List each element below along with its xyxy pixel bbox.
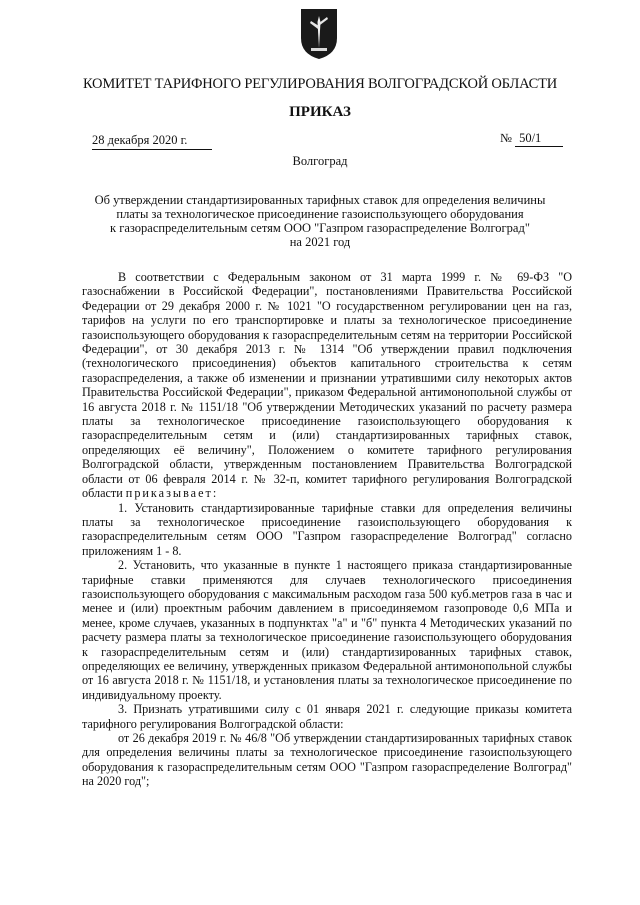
number-label: № (500, 131, 512, 145)
item-1: 1. Установить стандартизированные тарифные ставки для определения величины платы за технологическое присоединение газоиспользующего оборудования к газораспределительным сетям ООО "Газпром газораспределение Волгоград" согласно приложениям 1 - 8. (82, 500, 572, 558)
document-body (82, 270, 572, 789)
document-subject (90, 193, 550, 249)
preamble-paragraph (82, 270, 572, 501)
item-3-1: от 26 декабря 2019 г. № 46/8 "Об утверждении стандартизированных тарифных ставок для определения величины платы за технологическое присоединение газоиспользующего оборудования к газораспределительным сетям ООО "Газпром газораспределение Волгоград" на 2020 год"; (82, 731, 572, 789)
document-number (500, 131, 563, 147)
subject-line: на 2021 год (289, 235, 351, 249)
number-value: 50/1 (515, 131, 563, 147)
organization-name: КОМИТЕТ ТАРИФНОГО РЕГУЛИРОВАНИЯ ВОЛГОГРАДСКОЙ ОБЛАСТИ (82, 76, 558, 92)
city: Волгоград (292, 154, 348, 168)
preamble-text: В соответствии с Федеральным законом от 31 марта 1999 г. № 69-ФЗ "О газоснабжении в Российской Федерации", постановлениями Правительства Российской Федерации от 29 декабря 2000 г. № 1021 "О государственном регулировании цен на газ, тарифов на услуги по его транспортировке и платы за технологическое присоединение газоиспользующего оборудования к газораспределительным сетям на территории Российской Федерации", от 30 декабря 2013 г. № 1314 "Об утверждении правил подключения (технологического присоединения) объектов капитального строительства к сетям газораспределения, а также об изменении и признании утратившими силу некоторых актов Правительства Российской Федерации", приказом Федеральной антимонопольной службы от 16 августа 2018 г. № 1151/18 "Об утверждении Методических указаний по расчету размера платы за технологическое присоединение газоиспользующего оборудования к газораспределительным сетям и (или) стандартизированных тарифных ставок, определяющих её величину", Положением о комитете тарифного регулирования Волгоградской области, утвержденным постановлением Правительства Волгоградской области от 06 февраля 2014 г. № 32-п, комитет тарифного регулирования Волгоградской области (82, 270, 572, 501)
document-date: 28 декабря 2020 г. (92, 133, 212, 150)
subject-line: Об утверждении стандартизированных тарифных ставок для определения величины (94, 193, 546, 207)
item-3: 3. Признать утратившими силу с 01 января 2021 г. следующие приказы комитета тарифного регулирования Волгоградской области: (82, 702, 572, 731)
document-type-title: ПРИКАЗ (289, 104, 351, 120)
subject-line: платы за технологическое присоединение газоиспользующего оборудования (116, 207, 524, 221)
orders-word: приказывает: (125, 486, 219, 501)
coat-of-arms-emblem (300, 8, 338, 60)
subject-line: к газораспределительным сетям ООО "Газпром газораспределение Волгоград" (110, 221, 530, 235)
item-2: 2. Установить, что указанные в пункте 1 настоящего приказа стандартизированные тарифные ставки применяются для случаев технологического присоединения газоиспользующего оборудования с максимальным расходом газа 500 куб.метров газа в час и менее и (или) проектным рабочим давлением в присоединяемом газопроводе 0,6 МПа и менее, кроме случаев, указанных в подпунктах "а" и "б" пункта 4 Методических указаний по расчету размера платы за технологическое присоединение газоиспользующего оборудования к газораспределительным сетям и (или) стандартизированных тарифных ставок, определяющих ее величину, утвержденных приказом Федеральной антимонопольной службы от 16 августа 2018 г. № 1151/18, и установления платы за технологическое присоединение по индивидуальному проекту. (82, 558, 572, 702)
